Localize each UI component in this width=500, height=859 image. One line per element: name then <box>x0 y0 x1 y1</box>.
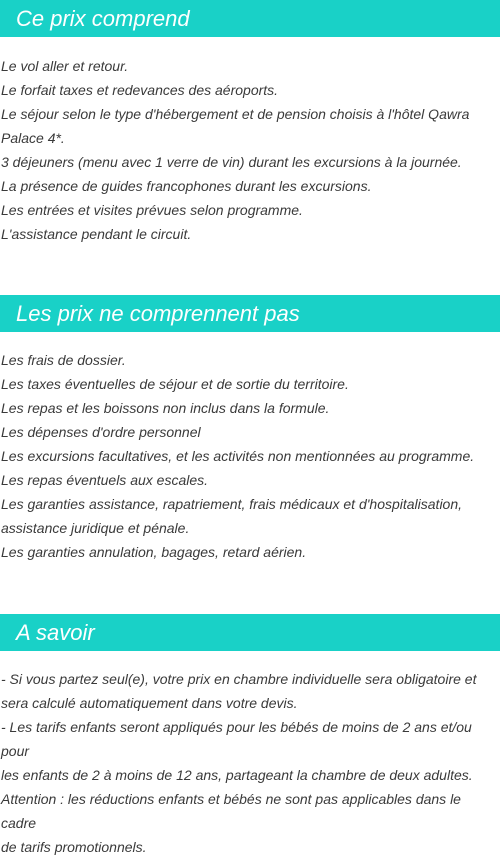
list-item: Le séjour selon le type d'hébergement et de pension choisis à l'hôtel Qawra <box>1 106 470 122</box>
list-item: de tarifs promotionnels. <box>1 839 147 855</box>
list-item: La présence de guides francophones durant les excursions. <box>1 178 372 194</box>
list-item: sera calculé automatiquement dans votre devis. <box>1 695 298 711</box>
section-title-included: Ce prix comprend <box>0 0 500 37</box>
list-item: assistance juridique et pénale. <box>1 520 190 536</box>
list-item: Les repas et les boissons non inclus dans la formule. <box>1 400 330 416</box>
section-body-included <box>1 54 497 246</box>
list-item: les enfants de 2 à moins de 12 ans, partageant la chambre de deux adultes. <box>1 767 473 783</box>
list-item: - Les tarifs enfants seront appliqués pour les bébés de moins de 2 ans et/ou pour <box>1 719 472 759</box>
list-item: Les taxes éventuelles de séjour et de sortie du territoire. <box>1 376 349 392</box>
list-item: - Si vous partez seul(e), votre prix en chambre individuelle sera obligatoire et <box>1 671 477 687</box>
section-title-not-included: Les prix ne comprennent pas <box>0 295 500 332</box>
list-item: Le forfait taxes et redevances des aéroports. <box>1 82 279 98</box>
list-item: Les frais de dossier. <box>1 352 126 368</box>
list-item: Les dépenses d'ordre personnel <box>1 424 201 440</box>
list-item: L'assistance pendant le circuit. <box>1 226 192 242</box>
section-body-good-to-know <box>1 667 497 859</box>
section-title-good-to-know: A savoir <box>0 614 500 651</box>
list-item: Attention : les réductions enfants et bébés ne sont pas applicables dans le cadre <box>1 791 461 831</box>
list-item: Palace 4*. <box>1 130 65 146</box>
section-body-not-included <box>1 348 497 564</box>
list-item: Le vol aller et retour. <box>1 58 129 74</box>
list-item: Les garanties assistance, rapatriement, frais médicaux et d'hospitalisation, <box>1 496 463 512</box>
list-item: 3 déjeuners (menu avec 1 verre de vin) durant les excursions à la journée. <box>1 154 462 170</box>
list-item: Les repas éventuels aux escales. <box>1 472 209 488</box>
list-item: Les excursions facultatives, et les activités non mentionnées au programme. <box>1 448 475 464</box>
list-item: Les garanties annulation, bagages, retard aérien. <box>1 544 307 560</box>
list-item: Les entrées et visites prévues selon programme. <box>1 202 303 218</box>
